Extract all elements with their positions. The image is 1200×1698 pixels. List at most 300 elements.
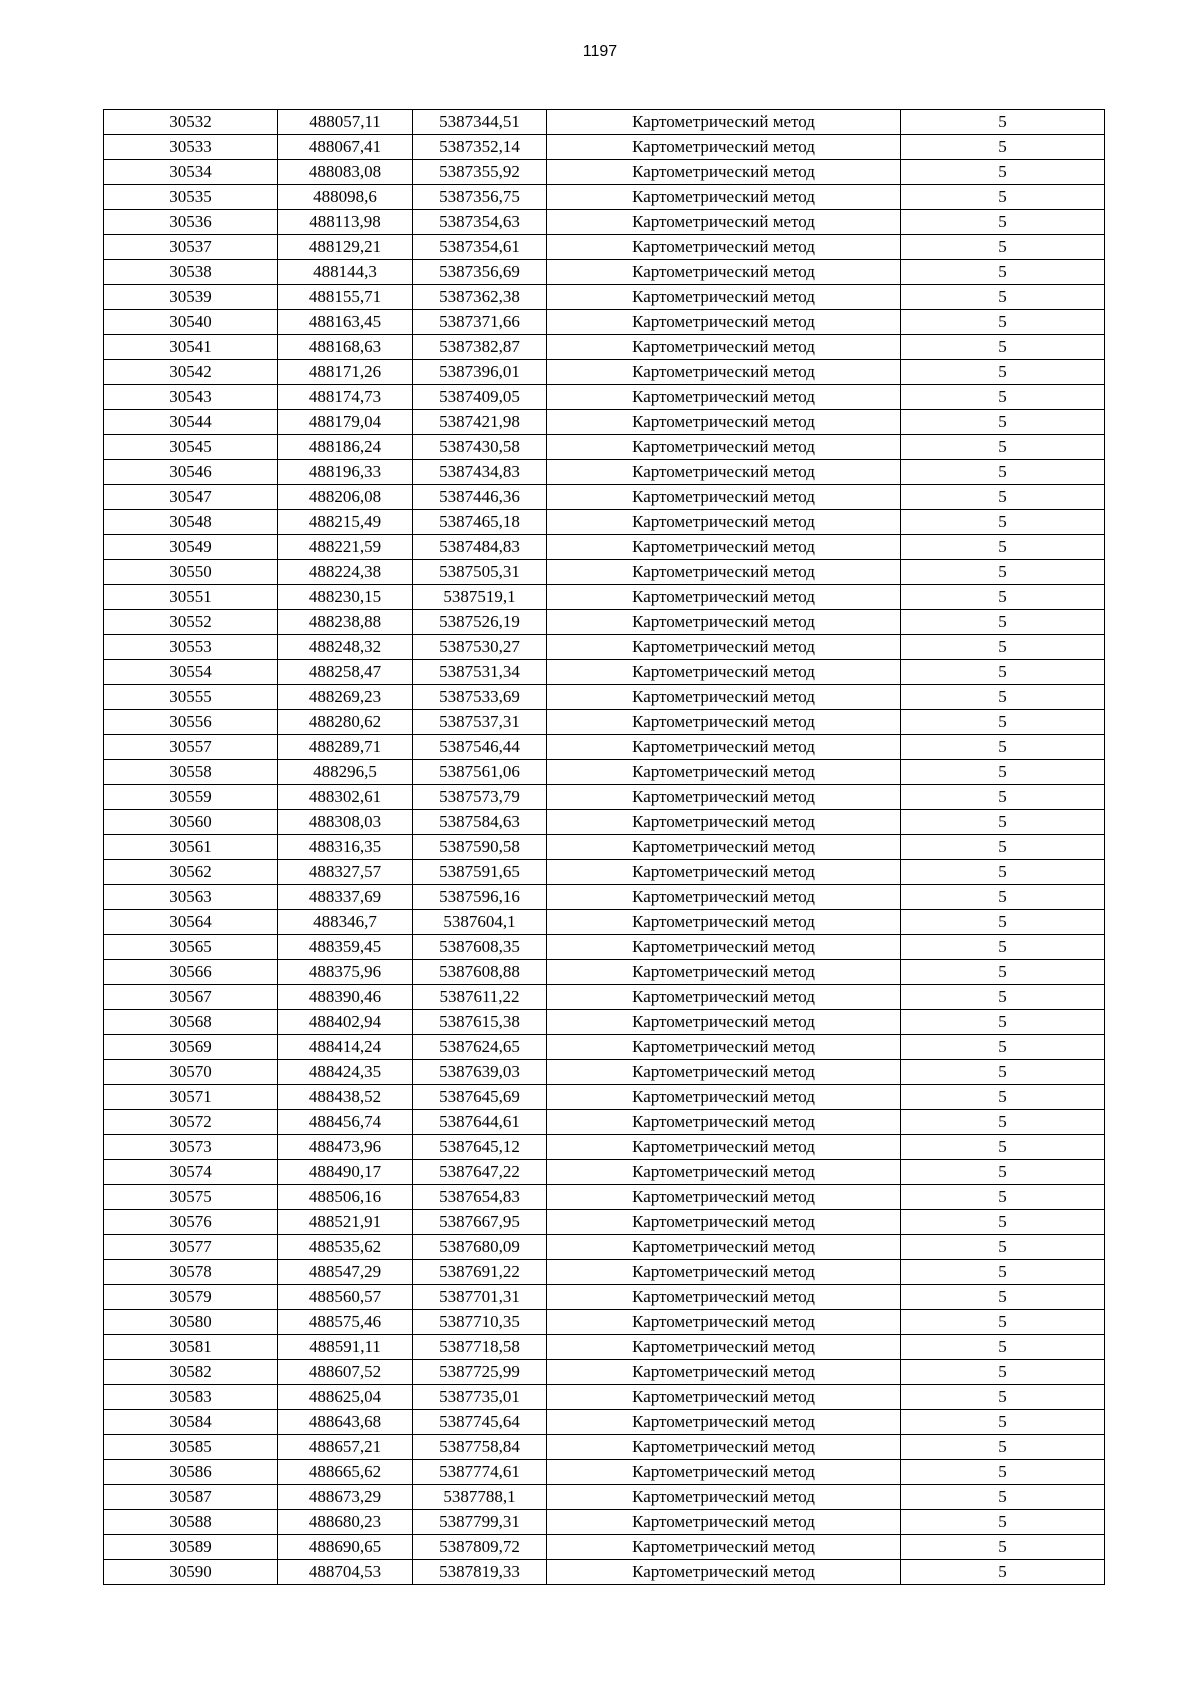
x-coordinate-cell: 488607,52 bbox=[278, 1360, 413, 1385]
table-row bbox=[104, 635, 1105, 660]
table-row bbox=[104, 110, 1105, 135]
table-row bbox=[104, 960, 1105, 985]
accuracy-cell: 5 bbox=[901, 135, 1105, 160]
table-row bbox=[104, 1485, 1105, 1510]
y-coordinate-cell: 5387774,61 bbox=[413, 1460, 547, 1485]
y-coordinate-cell: 5387644,61 bbox=[413, 1110, 547, 1135]
method-cell: Картометрический метод bbox=[547, 685, 901, 710]
point-number-cell: 30565 bbox=[104, 935, 278, 960]
x-coordinate-cell: 488673,29 bbox=[278, 1485, 413, 1510]
point-number-cell: 30535 bbox=[104, 185, 278, 210]
accuracy-cell: 5 bbox=[901, 585, 1105, 610]
x-coordinate-cell: 488473,96 bbox=[278, 1135, 413, 1160]
y-coordinate-cell: 5387788,1 bbox=[413, 1485, 547, 1510]
table-row bbox=[104, 410, 1105, 435]
method-cell: Картометрический метод bbox=[547, 1310, 901, 1335]
method-cell: Картометрический метод bbox=[547, 360, 901, 385]
x-coordinate-cell: 488575,46 bbox=[278, 1310, 413, 1335]
point-number-cell: 30590 bbox=[104, 1560, 278, 1585]
point-number-cell: 30532 bbox=[104, 110, 278, 135]
point-number-cell: 30556 bbox=[104, 710, 278, 735]
y-coordinate-cell: 5387465,18 bbox=[413, 510, 547, 535]
accuracy-cell: 5 bbox=[901, 1135, 1105, 1160]
table-row bbox=[104, 135, 1105, 160]
y-coordinate-cell: 5387537,31 bbox=[413, 710, 547, 735]
table-row bbox=[104, 485, 1105, 510]
point-number-cell: 30575 bbox=[104, 1185, 278, 1210]
x-coordinate-cell: 488680,23 bbox=[278, 1510, 413, 1535]
point-number-cell: 30579 bbox=[104, 1285, 278, 1310]
accuracy-cell: 5 bbox=[901, 1060, 1105, 1085]
y-coordinate-cell: 5387344,51 bbox=[413, 110, 547, 135]
method-cell: Картометрический метод bbox=[547, 635, 901, 660]
y-coordinate-cell: 5387362,38 bbox=[413, 285, 547, 310]
y-coordinate-cell: 5387356,75 bbox=[413, 185, 547, 210]
x-coordinate-cell: 488591,11 bbox=[278, 1335, 413, 1360]
accuracy-cell: 5 bbox=[901, 1010, 1105, 1035]
point-number-cell: 30571 bbox=[104, 1085, 278, 1110]
x-coordinate-cell: 488346,7 bbox=[278, 910, 413, 935]
point-number-cell: 30564 bbox=[104, 910, 278, 935]
table-row bbox=[104, 1510, 1105, 1535]
y-coordinate-cell: 5387758,84 bbox=[413, 1435, 547, 1460]
accuracy-cell: 5 bbox=[901, 1485, 1105, 1510]
point-number-cell: 30582 bbox=[104, 1360, 278, 1385]
point-number-cell: 30574 bbox=[104, 1160, 278, 1185]
table-row bbox=[104, 1260, 1105, 1285]
table-row bbox=[104, 460, 1105, 485]
accuracy-cell: 5 bbox=[901, 1085, 1105, 1110]
point-number-cell: 30562 bbox=[104, 860, 278, 885]
page-number: 1197 bbox=[582, 43, 618, 60]
y-coordinate-cell: 5387611,22 bbox=[413, 985, 547, 1010]
point-number-cell: 30561 bbox=[104, 835, 278, 860]
y-coordinate-cell: 5387352,14 bbox=[413, 135, 547, 160]
table-row bbox=[104, 1360, 1105, 1385]
accuracy-cell: 5 bbox=[901, 1110, 1105, 1135]
table-row bbox=[104, 435, 1105, 460]
accuracy-cell: 5 bbox=[901, 360, 1105, 385]
method-cell: Картометрический метод bbox=[547, 260, 901, 285]
x-coordinate-cell: 488057,11 bbox=[278, 110, 413, 135]
y-coordinate-cell: 5387745,64 bbox=[413, 1410, 547, 1435]
method-cell: Картометрический метод bbox=[547, 660, 901, 685]
y-coordinate-cell: 5387604,1 bbox=[413, 910, 547, 935]
x-coordinate-cell: 488424,35 bbox=[278, 1060, 413, 1085]
table-row bbox=[104, 985, 1105, 1010]
accuracy-cell: 5 bbox=[901, 210, 1105, 235]
point-number-cell: 30559 bbox=[104, 785, 278, 810]
x-coordinate-cell: 488083,08 bbox=[278, 160, 413, 185]
x-coordinate-cell: 488067,41 bbox=[278, 135, 413, 160]
method-cell: Картометрический метод bbox=[547, 1085, 901, 1110]
point-number-cell: 30573 bbox=[104, 1135, 278, 1160]
method-cell: Картометрический метод bbox=[547, 1010, 901, 1035]
x-coordinate-cell: 488302,61 bbox=[278, 785, 413, 810]
x-coordinate-cell: 488171,26 bbox=[278, 360, 413, 385]
y-coordinate-cell: 5387710,35 bbox=[413, 1310, 547, 1335]
x-coordinate-cell: 488625,04 bbox=[278, 1385, 413, 1410]
point-number-cell: 30554 bbox=[104, 660, 278, 685]
accuracy-cell: 5 bbox=[901, 510, 1105, 535]
x-coordinate-cell: 488316,35 bbox=[278, 835, 413, 860]
point-number-cell: 30542 bbox=[104, 360, 278, 385]
table-row bbox=[104, 1135, 1105, 1160]
accuracy-cell: 5 bbox=[901, 1285, 1105, 1310]
x-coordinate-cell: 488186,24 bbox=[278, 435, 413, 460]
table-row bbox=[104, 585, 1105, 610]
accuracy-cell: 5 bbox=[901, 560, 1105, 585]
y-coordinate-cell: 5387371,66 bbox=[413, 310, 547, 335]
x-coordinate-cell: 488704,53 bbox=[278, 1560, 413, 1585]
point-number-cell: 30581 bbox=[104, 1335, 278, 1360]
point-number-cell: 30538 bbox=[104, 260, 278, 285]
y-coordinate-cell: 5387608,35 bbox=[413, 935, 547, 960]
method-cell: Картометрический метод bbox=[547, 235, 901, 260]
y-coordinate-cell: 5387519,1 bbox=[413, 585, 547, 610]
accuracy-cell: 5 bbox=[901, 160, 1105, 185]
x-coordinate-cell: 488230,15 bbox=[278, 585, 413, 610]
x-coordinate-cell: 488359,45 bbox=[278, 935, 413, 960]
method-cell: Картометрический метод bbox=[547, 335, 901, 360]
y-coordinate-cell: 5387434,83 bbox=[413, 460, 547, 485]
x-coordinate-cell: 488547,29 bbox=[278, 1260, 413, 1285]
method-cell: Картометрический метод bbox=[547, 485, 901, 510]
point-number-cell: 30536 bbox=[104, 210, 278, 235]
y-coordinate-cell: 5387382,87 bbox=[413, 335, 547, 360]
table-row bbox=[104, 935, 1105, 960]
x-coordinate-cell: 488179,04 bbox=[278, 410, 413, 435]
point-number-cell: 30576 bbox=[104, 1210, 278, 1235]
point-number-cell: 30545 bbox=[104, 435, 278, 460]
accuracy-cell: 5 bbox=[901, 1335, 1105, 1360]
table-row bbox=[104, 510, 1105, 535]
method-cell: Картометрический метод bbox=[547, 910, 901, 935]
table-row bbox=[104, 860, 1105, 885]
table-row bbox=[104, 1385, 1105, 1410]
point-number-cell: 30552 bbox=[104, 610, 278, 635]
table-row bbox=[104, 560, 1105, 585]
x-coordinate-cell: 488337,69 bbox=[278, 885, 413, 910]
accuracy-cell: 5 bbox=[901, 1260, 1105, 1285]
method-cell: Картометрический метод bbox=[547, 1360, 901, 1385]
y-coordinate-cell: 5387533,69 bbox=[413, 685, 547, 710]
x-coordinate-cell: 488144,3 bbox=[278, 260, 413, 285]
method-cell: Картометрический метод bbox=[547, 1460, 901, 1485]
x-coordinate-cell: 488560,57 bbox=[278, 1285, 413, 1310]
method-cell: Картометрический метод bbox=[547, 885, 901, 910]
accuracy-cell: 5 bbox=[901, 810, 1105, 835]
x-coordinate-cell: 488375,96 bbox=[278, 960, 413, 985]
method-cell: Картометрический метод bbox=[547, 1185, 901, 1210]
x-coordinate-cell: 488308,03 bbox=[278, 810, 413, 835]
point-number-cell: 30549 bbox=[104, 535, 278, 560]
accuracy-cell: 5 bbox=[901, 785, 1105, 810]
table-row bbox=[104, 1210, 1105, 1235]
x-coordinate-cell: 488690,65 bbox=[278, 1535, 413, 1560]
method-cell: Картометрический метод bbox=[547, 960, 901, 985]
accuracy-cell: 5 bbox=[901, 1410, 1105, 1435]
table-row bbox=[104, 760, 1105, 785]
x-coordinate-cell: 488269,23 bbox=[278, 685, 413, 710]
point-number-cell: 30560 bbox=[104, 810, 278, 835]
y-coordinate-cell: 5387639,03 bbox=[413, 1060, 547, 1085]
method-cell: Картометрический метод bbox=[547, 1160, 901, 1185]
y-coordinate-cell: 5387654,83 bbox=[413, 1185, 547, 1210]
accuracy-cell: 5 bbox=[901, 610, 1105, 635]
table-row bbox=[104, 1160, 1105, 1185]
accuracy-cell: 5 bbox=[901, 285, 1105, 310]
y-coordinate-cell: 5387624,65 bbox=[413, 1035, 547, 1060]
y-coordinate-cell: 5387645,12 bbox=[413, 1135, 547, 1160]
accuracy-cell: 5 bbox=[901, 1385, 1105, 1410]
accuracy-cell: 5 bbox=[901, 110, 1105, 135]
table-row bbox=[104, 210, 1105, 235]
accuracy-cell: 5 bbox=[901, 885, 1105, 910]
x-coordinate-cell: 488643,68 bbox=[278, 1410, 413, 1435]
point-number-cell: 30588 bbox=[104, 1510, 278, 1535]
y-coordinate-cell: 5387691,22 bbox=[413, 1260, 547, 1285]
point-number-cell: 30583 bbox=[104, 1385, 278, 1410]
method-cell: Картометрический метод bbox=[547, 1260, 901, 1285]
table-row bbox=[104, 1235, 1105, 1260]
table-row bbox=[104, 1560, 1105, 1585]
table-row bbox=[104, 785, 1105, 810]
point-number-cell: 30580 bbox=[104, 1310, 278, 1335]
method-cell: Картометрический метод bbox=[547, 1335, 901, 1360]
x-coordinate-cell: 488490,17 bbox=[278, 1160, 413, 1185]
table-row bbox=[104, 685, 1105, 710]
table-row bbox=[104, 1310, 1105, 1335]
method-cell: Картометрический метод bbox=[547, 1385, 901, 1410]
method-cell: Картометрический метод bbox=[547, 585, 901, 610]
point-number-cell: 30586 bbox=[104, 1460, 278, 1485]
method-cell: Картометрический метод bbox=[547, 185, 901, 210]
point-number-cell: 30568 bbox=[104, 1010, 278, 1035]
accuracy-cell: 5 bbox=[901, 335, 1105, 360]
accuracy-cell: 5 bbox=[901, 1035, 1105, 1060]
table-row bbox=[104, 1110, 1105, 1135]
y-coordinate-cell: 5387421,98 bbox=[413, 410, 547, 435]
y-coordinate-cell: 5387546,44 bbox=[413, 735, 547, 760]
method-cell: Картометрический метод bbox=[547, 285, 901, 310]
method-cell: Картометрический метод bbox=[547, 1435, 901, 1460]
table-row bbox=[104, 835, 1105, 860]
x-coordinate-cell: 488258,47 bbox=[278, 660, 413, 685]
y-coordinate-cell: 5387718,58 bbox=[413, 1335, 547, 1360]
accuracy-cell: 5 bbox=[901, 260, 1105, 285]
accuracy-cell: 5 bbox=[901, 385, 1105, 410]
method-cell: Картометрический метод bbox=[547, 510, 901, 535]
y-coordinate-cell: 5387596,16 bbox=[413, 885, 547, 910]
table-row bbox=[104, 1010, 1105, 1035]
x-coordinate-cell: 488248,32 bbox=[278, 635, 413, 660]
y-coordinate-cell: 5387484,83 bbox=[413, 535, 547, 560]
y-coordinate-cell: 5387584,63 bbox=[413, 810, 547, 835]
method-cell: Картометрический метод bbox=[547, 1210, 901, 1235]
y-coordinate-cell: 5387799,31 bbox=[413, 1510, 547, 1535]
accuracy-cell: 5 bbox=[901, 410, 1105, 435]
accuracy-cell: 5 bbox=[901, 835, 1105, 860]
x-coordinate-cell: 488113,98 bbox=[278, 210, 413, 235]
point-number-cell: 30540 bbox=[104, 310, 278, 335]
x-coordinate-cell: 488168,63 bbox=[278, 335, 413, 360]
table-row bbox=[104, 610, 1105, 635]
method-cell: Картометрический метод bbox=[547, 735, 901, 760]
method-cell: Картометрический метод bbox=[547, 760, 901, 785]
x-coordinate-cell: 488163,45 bbox=[278, 310, 413, 335]
accuracy-cell: 5 bbox=[901, 635, 1105, 660]
method-cell: Картометрический метод bbox=[547, 1135, 901, 1160]
point-number-cell: 30570 bbox=[104, 1060, 278, 1085]
y-coordinate-cell: 5387591,65 bbox=[413, 860, 547, 885]
point-number-cell: 30566 bbox=[104, 960, 278, 985]
point-number-cell: 30567 bbox=[104, 985, 278, 1010]
method-cell: Картометрический метод bbox=[547, 410, 901, 435]
method-cell: Картометрический метод bbox=[547, 135, 901, 160]
accuracy-cell: 5 bbox=[901, 185, 1105, 210]
accuracy-cell: 5 bbox=[901, 935, 1105, 960]
method-cell: Картометрический метод bbox=[547, 160, 901, 185]
point-number-cell: 30572 bbox=[104, 1110, 278, 1135]
y-coordinate-cell: 5387615,38 bbox=[413, 1010, 547, 1035]
table-row bbox=[104, 1285, 1105, 1310]
accuracy-cell: 5 bbox=[901, 1435, 1105, 1460]
coordinates-table bbox=[103, 109, 1105, 1585]
x-coordinate-cell: 488665,62 bbox=[278, 1460, 413, 1485]
table-row bbox=[104, 385, 1105, 410]
point-number-cell: 30587 bbox=[104, 1485, 278, 1510]
table-row bbox=[104, 360, 1105, 385]
accuracy-cell: 5 bbox=[901, 1310, 1105, 1335]
method-cell: Картометрический метод bbox=[547, 1560, 901, 1585]
point-number-cell: 30553 bbox=[104, 635, 278, 660]
y-coordinate-cell: 5387531,34 bbox=[413, 660, 547, 685]
table-row bbox=[104, 1410, 1105, 1435]
method-cell: Картометрический метод bbox=[547, 385, 901, 410]
x-coordinate-cell: 488196,33 bbox=[278, 460, 413, 485]
x-coordinate-cell: 488456,74 bbox=[278, 1110, 413, 1135]
point-number-cell: 30585 bbox=[104, 1435, 278, 1460]
point-number-cell: 30544 bbox=[104, 410, 278, 435]
y-coordinate-cell: 5387354,63 bbox=[413, 210, 547, 235]
point-number-cell: 30563 bbox=[104, 885, 278, 910]
accuracy-cell: 5 bbox=[901, 910, 1105, 935]
y-coordinate-cell: 5387590,58 bbox=[413, 835, 547, 860]
point-number-cell: 30541 bbox=[104, 335, 278, 360]
table-row bbox=[104, 1035, 1105, 1060]
x-coordinate-cell: 488174,73 bbox=[278, 385, 413, 410]
method-cell: Картометрический метод bbox=[547, 935, 901, 960]
method-cell: Картометрический метод bbox=[547, 1035, 901, 1060]
point-number-cell: 30547 bbox=[104, 485, 278, 510]
table-row bbox=[104, 185, 1105, 210]
point-number-cell: 30577 bbox=[104, 1235, 278, 1260]
y-coordinate-cell: 5387355,92 bbox=[413, 160, 547, 185]
method-cell: Картометрический метод bbox=[547, 1110, 901, 1135]
method-cell: Картометрический метод bbox=[547, 435, 901, 460]
method-cell: Картометрический метод bbox=[547, 985, 901, 1010]
accuracy-cell: 5 bbox=[901, 1235, 1105, 1260]
accuracy-cell: 5 bbox=[901, 535, 1105, 560]
accuracy-cell: 5 bbox=[901, 1460, 1105, 1485]
y-coordinate-cell: 5387725,99 bbox=[413, 1360, 547, 1385]
y-coordinate-cell: 5387819,33 bbox=[413, 1560, 547, 1585]
accuracy-cell: 5 bbox=[901, 310, 1105, 335]
point-number-cell: 30584 bbox=[104, 1410, 278, 1435]
accuracy-cell: 5 bbox=[901, 735, 1105, 760]
x-coordinate-cell: 488390,46 bbox=[278, 985, 413, 1010]
table-row bbox=[104, 260, 1105, 285]
accuracy-cell: 5 bbox=[901, 960, 1105, 985]
x-coordinate-cell: 488289,71 bbox=[278, 735, 413, 760]
point-number-cell: 30533 bbox=[104, 135, 278, 160]
method-cell: Картометрический метод bbox=[547, 460, 901, 485]
y-coordinate-cell: 5387645,69 bbox=[413, 1085, 547, 1110]
method-cell: Картометрический метод bbox=[547, 1510, 901, 1535]
point-number-cell: 30557 bbox=[104, 735, 278, 760]
method-cell: Картометрический метод bbox=[547, 110, 901, 135]
y-coordinate-cell: 5387505,31 bbox=[413, 560, 547, 585]
x-coordinate-cell: 488221,59 bbox=[278, 535, 413, 560]
accuracy-cell: 5 bbox=[901, 860, 1105, 885]
table-row bbox=[104, 810, 1105, 835]
x-coordinate-cell: 488535,62 bbox=[278, 1235, 413, 1260]
x-coordinate-cell: 488521,91 bbox=[278, 1210, 413, 1235]
accuracy-cell: 5 bbox=[901, 1210, 1105, 1235]
accuracy-cell: 5 bbox=[901, 685, 1105, 710]
x-coordinate-cell: 488438,52 bbox=[278, 1085, 413, 1110]
x-coordinate-cell: 488414,24 bbox=[278, 1035, 413, 1060]
point-number-cell: 30569 bbox=[104, 1035, 278, 1060]
accuracy-cell: 5 bbox=[901, 435, 1105, 460]
method-cell: Картометрический метод bbox=[547, 560, 901, 585]
table-row bbox=[104, 885, 1105, 910]
y-coordinate-cell: 5387446,36 bbox=[413, 485, 547, 510]
accuracy-cell: 5 bbox=[901, 710, 1105, 735]
y-coordinate-cell: 5387561,06 bbox=[413, 760, 547, 785]
y-coordinate-cell: 5387430,58 bbox=[413, 435, 547, 460]
point-number-cell: 30551 bbox=[104, 585, 278, 610]
method-cell: Картометрический метод bbox=[547, 610, 901, 635]
y-coordinate-cell: 5387735,01 bbox=[413, 1385, 547, 1410]
accuracy-cell: 5 bbox=[901, 460, 1105, 485]
table-row bbox=[104, 660, 1105, 685]
point-number-cell: 30555 bbox=[104, 685, 278, 710]
y-coordinate-cell: 5387526,19 bbox=[413, 610, 547, 635]
y-coordinate-cell: 5387701,31 bbox=[413, 1285, 547, 1310]
point-number-cell: 30548 bbox=[104, 510, 278, 535]
table-row bbox=[104, 1185, 1105, 1210]
table-row bbox=[104, 735, 1105, 760]
y-coordinate-cell: 5387409,05 bbox=[413, 385, 547, 410]
point-number-cell: 30546 bbox=[104, 460, 278, 485]
table-row bbox=[104, 1085, 1105, 1110]
accuracy-cell: 5 bbox=[901, 1185, 1105, 1210]
table-row bbox=[104, 335, 1105, 360]
table-row bbox=[104, 535, 1105, 560]
y-coordinate-cell: 5387396,01 bbox=[413, 360, 547, 385]
table-row bbox=[104, 235, 1105, 260]
point-number-cell: 30558 bbox=[104, 760, 278, 785]
y-coordinate-cell: 5387356,69 bbox=[413, 260, 547, 285]
x-coordinate-cell: 488129,21 bbox=[278, 235, 413, 260]
x-coordinate-cell: 488402,94 bbox=[278, 1010, 413, 1035]
x-coordinate-cell: 488657,21 bbox=[278, 1435, 413, 1460]
point-number-cell: 30537 bbox=[104, 235, 278, 260]
point-number-cell: 30589 bbox=[104, 1535, 278, 1560]
x-coordinate-cell: 488296,5 bbox=[278, 760, 413, 785]
